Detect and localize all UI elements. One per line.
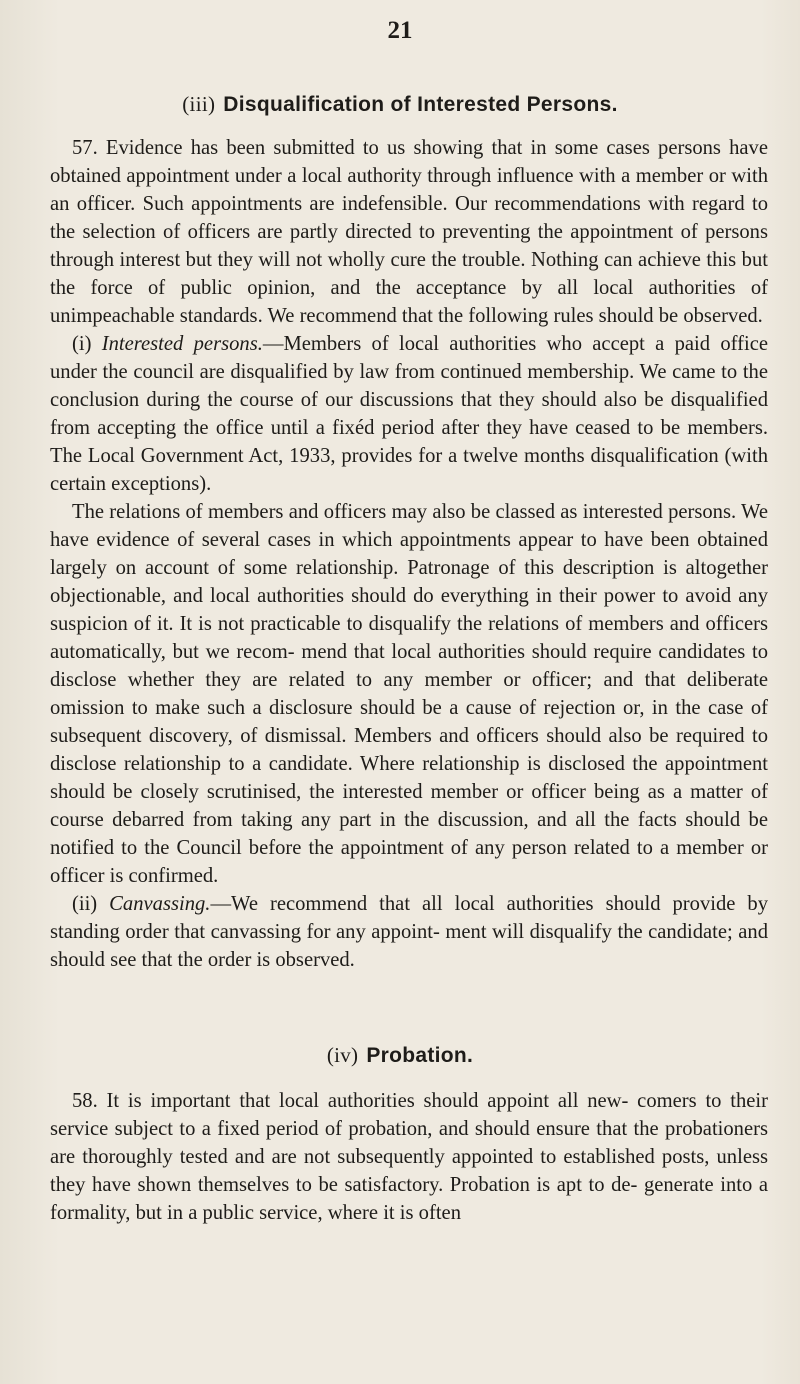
section-title: Probation. bbox=[366, 1044, 474, 1067]
rule-title: Interested persons. bbox=[101, 333, 263, 355]
rule-title: Canvassing. bbox=[109, 893, 211, 915]
page-number: 21 bbox=[387, 17, 413, 44]
section-body-disqualification bbox=[50, 134, 768, 974]
section-number: (iv) bbox=[326, 1043, 359, 1067]
rule-text: —We recommend that all local authorities should provide by standing order that canvassing for any appoint- ment will disqualify the candidate; and should see that the order is observed. bbox=[50, 893, 768, 971]
section-title: Disqualification of Interested Persons. bbox=[223, 93, 618, 116]
paragraph-relations: The relations of members and officers may also be classed as interested persons. We have evidence of several cases in which appointments appear to have been obtained largely on account of some relationship. Patronage of this description is altogether objectionable, and local authorities should do everything in their power to avoid any suspicion of it. It is not practicable to disqualify the relations of members and officers automatically, but we recom- mend that local authorities should require candidates to disclose whether they are related to any member or officer; and that deliberate omission to make such a disclosure should be a cause of rejection or, in the case of subsequent discovery, of dismissal. Members and officers should also be required to disclose relationship to a candidate. Where relationship is disclosed the appointment should be closely scrutinised, the interested member or officer being as a matter of course debarred from taking any part in the discussion, and all the facts should be notified to the Council before the appointment of any person related to a member or officer is confirmed. bbox=[50, 501, 768, 887]
section-heading-probation bbox=[0, 1043, 800, 1068]
rule-label: (ii) bbox=[72, 893, 98, 915]
paragraph-58: 58. It is important that local authorities should appoint all new- comers to their service subject to a fixed period of probation, and should ensure that the probationers are thoroughly tested and are not subsequently appointed to established posts, unless they have shown themselves to be satisfactory. Probation is apt to de- generate into a formality, but in a public service, where it is often bbox=[50, 1090, 768, 1224]
section-number: (iii) bbox=[182, 92, 216, 116]
paragraph-57: 57. Evidence has been submitted to us showing that in some cases persons have obtained appointment under a local authority through influence with a member or with an officer. Such appointments are indefensible. Our recommendations with regard to the selection of officers are partly directed to preventing the appointment of persons through interest but they will not wholly cure the trouble. Nothing can achieve this but the force of public opinion, and the acceptance by all local authorities of unimpeachable standards. We recommend that the following rules should be observed. bbox=[50, 137, 768, 327]
rule-canvassing bbox=[50, 890, 768, 974]
rule-label: (i) bbox=[72, 333, 92, 355]
section-body-probation bbox=[50, 1087, 768, 1227]
rule-interested-persons bbox=[50, 330, 768, 498]
rule-text: —Members of local authorities who accept a paid office under the council are disqualified by law from continued membership. We came to the conclusion during the course of our discussions that they should also be disqualified from accepting the office until a fixéd period after they have ceased to be members. The Local Government Act, 1933, provides for a twelve months disqualification (with certain exceptions). bbox=[50, 333, 769, 495]
section-heading-disqualification bbox=[0, 92, 800, 117]
